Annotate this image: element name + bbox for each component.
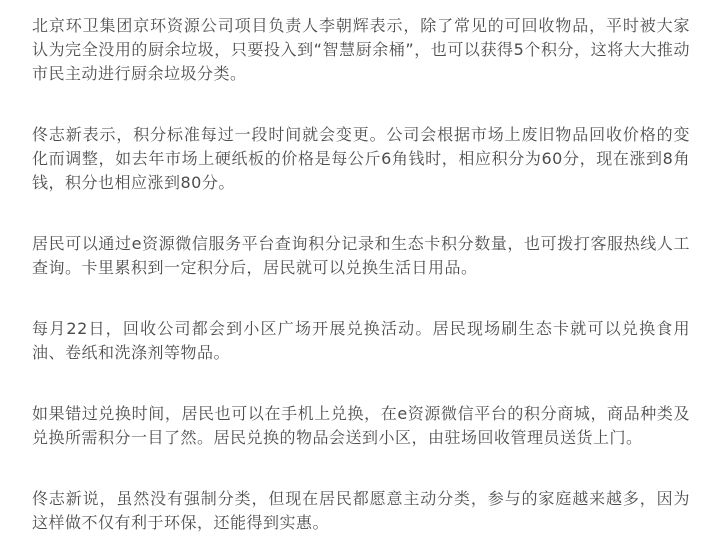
paragraph: 如果错过兑换时间，居民也可以在手机上兑换，在e资源微信平台的积分商城，商品种类及兑换所需积分一目了然。居民兑换的物品会送到小区，由驻场回收管理员送货上门。 <box>32 404 690 447</box>
paragraph: 居民可以通过e资源微信服务平台查询积分记录和生态卡积分数量，也可拨打客服热线人工查询。卡里累积到一定积分后，居民就可以兑换生活日用品。 <box>32 234 690 277</box>
paragraph: 佟志新表示，积分标准每过一段时间就会变更。公司会根据市场上废旧物品回收价格的变化而调整，如去年市场上硬纸板的价格是每公斤6角钱时，相应积分为60分，现在涨到8角钱，积分也相应涨到80分。 <box>32 125 690 192</box>
paragraph: 每月22日，回收公司都会到小区广场开展兑换活动。居民现场刷生态卡就可以兑换食用油、卷纸和洗涤剂等物品。 <box>32 319 690 362</box>
paragraph: 佟志新说，虽然没有强制分类，但现在居民都愿意主动分类，参与的家庭越来越多，因为这样做不仅有利于环保，还能得到实惠。 <box>32 489 690 532</box>
paragraph: 北京环卫集团京环资源公司项目负责人李朝辉表示，除了常见的可回收物品，平时被大家认为完全没用的厨余垃圾，只要投入到“智慧厨余桶”，也可以获得5个积分，这将大大推动市民主动进行厨余垃圾分类。 <box>32 16 690 83</box>
